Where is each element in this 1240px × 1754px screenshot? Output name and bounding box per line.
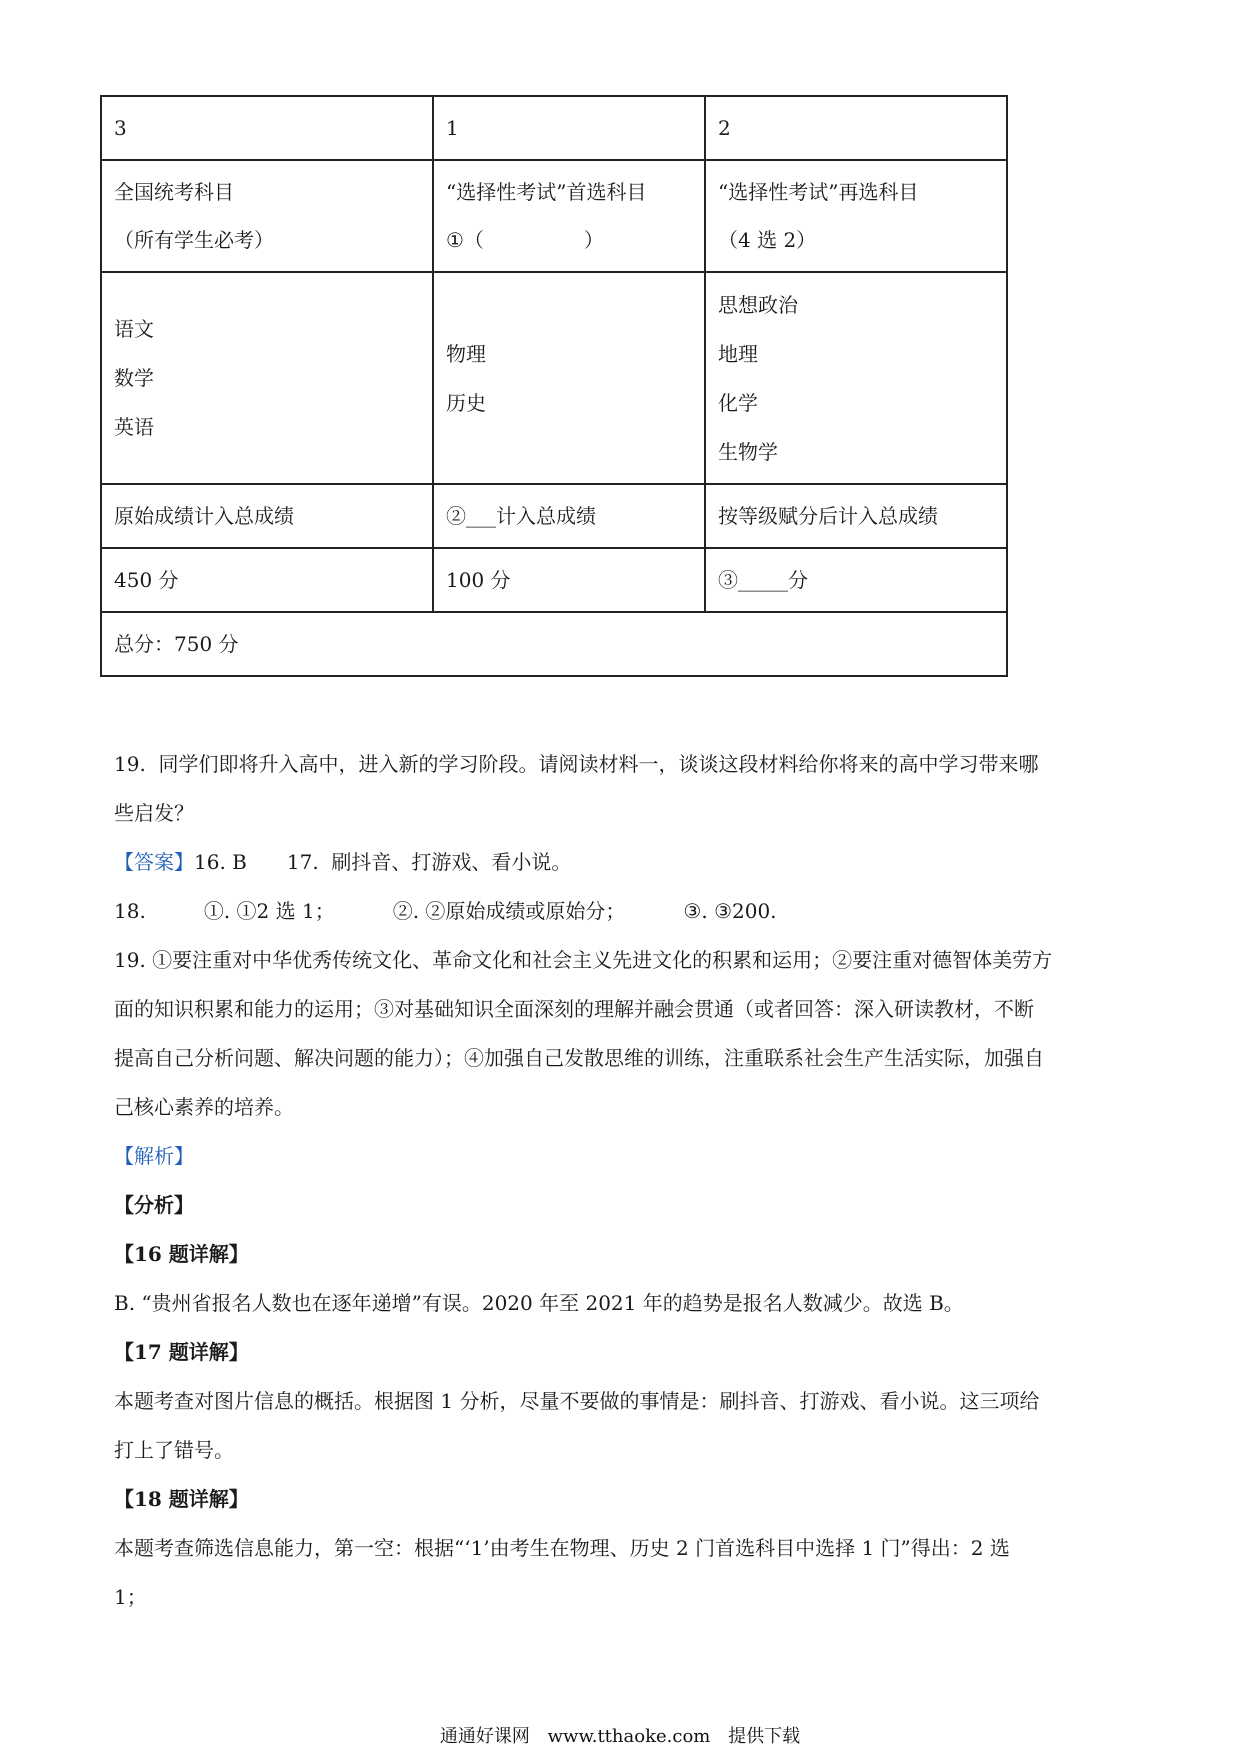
col3-rule-cell: 按等级赋分后计入总成绩 bbox=[705, 484, 1007, 548]
col1-rule-cell: 原始成绩计入总成绩 bbox=[101, 484, 433, 548]
col3-heading-cell bbox=[705, 160, 1007, 272]
analysis-heading: 【分析】 bbox=[114, 1193, 194, 1217]
col2-title: “选择性考试”首选科目 bbox=[446, 180, 647, 204]
answer-19-line: 己核心素养的培养。 bbox=[114, 1095, 294, 1119]
analysis-tag: 【解析】 bbox=[114, 1144, 194, 1168]
answer-19-line: 面的知识积累和能力的运用；③对基础知识全面深刻的理解并融会贯通（或者回答：深入研读教材，不断 bbox=[114, 997, 1034, 1021]
col1-subjects-cell bbox=[101, 272, 433, 484]
question-19-line: 19. 同学们即将升入高中，进入新的学习阶段。请阅读材料一，谈谈这段材料给你将来的高中学习带来哪 bbox=[114, 752, 1039, 776]
question-19-line: 些启发？ bbox=[114, 801, 194, 825]
answer-17: 17. 刷抖音、打游戏、看小说。 bbox=[286, 850, 572, 874]
answer-line-16-17 bbox=[114, 838, 1134, 887]
col3-title: “选择性考试”再选科目 bbox=[718, 180, 919, 204]
answer-line-18 bbox=[114, 887, 1134, 936]
col2-rule-cell: ②___计入总成绩 bbox=[433, 484, 705, 548]
detail-18-heading: 【18 题详解】 bbox=[114, 1487, 249, 1511]
col3-note: （4 选 2） bbox=[718, 228, 817, 252]
subject-item: 化学 bbox=[718, 390, 758, 415]
subject-item: 思想政治 bbox=[718, 292, 798, 317]
answer-18-blank-1: ①. ①2 选 1； bbox=[203, 899, 335, 923]
col3-subjects-cell bbox=[705, 272, 1007, 484]
detail-17-text: 打上了错号。 bbox=[114, 1438, 234, 1462]
header-number-cell: 3 bbox=[101, 96, 433, 160]
footer-url[interactable]: www.tthaoke.com bbox=[547, 1726, 711, 1747]
detail-18-text: 1； bbox=[114, 1585, 147, 1609]
col1-note: （所有学生必考） bbox=[114, 228, 274, 252]
subject-item: 历史 bbox=[446, 390, 486, 415]
total-score-cell: 总分：750 分 bbox=[101, 612, 1007, 676]
col1-title: 全国统考科目 bbox=[114, 180, 234, 204]
detail-16-text: B. “贵州省报名人数也在逐年递增”有误。2020 年至 2021 年的趋势是报名人数减少。故选 B。 bbox=[114, 1291, 964, 1315]
col2-subjects-cell bbox=[433, 272, 705, 484]
detail-18-text: 本题考查筛选信息能力，第一空：根据“‘1’由考生在物理、历史 2 门首选科目中选择 1 门”得出：2 选 bbox=[114, 1536, 1010, 1560]
col2-note: ①（ ） bbox=[446, 228, 604, 252]
exam-score-table bbox=[100, 95, 1008, 677]
answer-18-number: 18. bbox=[114, 899, 146, 923]
subject-item: 地理 bbox=[718, 341, 758, 366]
col3-points-cell: ③_____分 bbox=[705, 548, 1007, 612]
col2-points-cell: 100 分 bbox=[433, 548, 705, 612]
footer-suffix: 提供下载 bbox=[728, 1726, 801, 1747]
col2-heading-cell bbox=[433, 160, 705, 272]
detail-17-heading: 【17 题详解】 bbox=[114, 1340, 249, 1364]
footer-site-name: 通通好课网 bbox=[439, 1726, 530, 1747]
subject-item: 物理 bbox=[446, 341, 486, 366]
answer-18-blank-3: ③. ③200. bbox=[683, 899, 777, 923]
col1-points-cell: 450 分 bbox=[101, 548, 433, 612]
answer-section bbox=[114, 838, 1134, 1622]
detail-16-heading: 【16 题详解】 bbox=[114, 1242, 249, 1266]
question-19 bbox=[114, 740, 1134, 838]
answer-18-blank-2: ②. ②原始成绩或原始分； bbox=[392, 899, 626, 923]
answer-tag: 【答案】 bbox=[114, 850, 194, 874]
subject-item: 生物学 bbox=[718, 439, 778, 464]
answer-19-line: 19. ①要注重对中华优秀传统文化、革命文化和社会主义先进文化的积累和运用；②要注重对德智体美劳方 bbox=[114, 948, 1053, 972]
detail-17-text: 本题考查对图片信息的概括。根据图 1 分析，尽量不要做的事情是：刷抖音、打游戏、看小说。这三项给 bbox=[114, 1389, 1040, 1413]
answer-19-line: 提高自己分析问题、解决问题的能力）；④加强自己发散思维的训练，注重联系社会生产生活实际，加强自 bbox=[114, 1046, 1044, 1070]
answer-16: 16. B bbox=[194, 850, 247, 874]
subject-item: 语文 bbox=[114, 317, 154, 341]
col1-heading-cell bbox=[101, 160, 433, 272]
page-footer bbox=[0, 1722, 1240, 1748]
header-number-cell: 1 bbox=[433, 96, 705, 160]
subject-item: 英语 bbox=[114, 415, 154, 439]
subject-item: 数学 bbox=[114, 366, 154, 390]
header-number-cell: 2 bbox=[705, 96, 1007, 160]
